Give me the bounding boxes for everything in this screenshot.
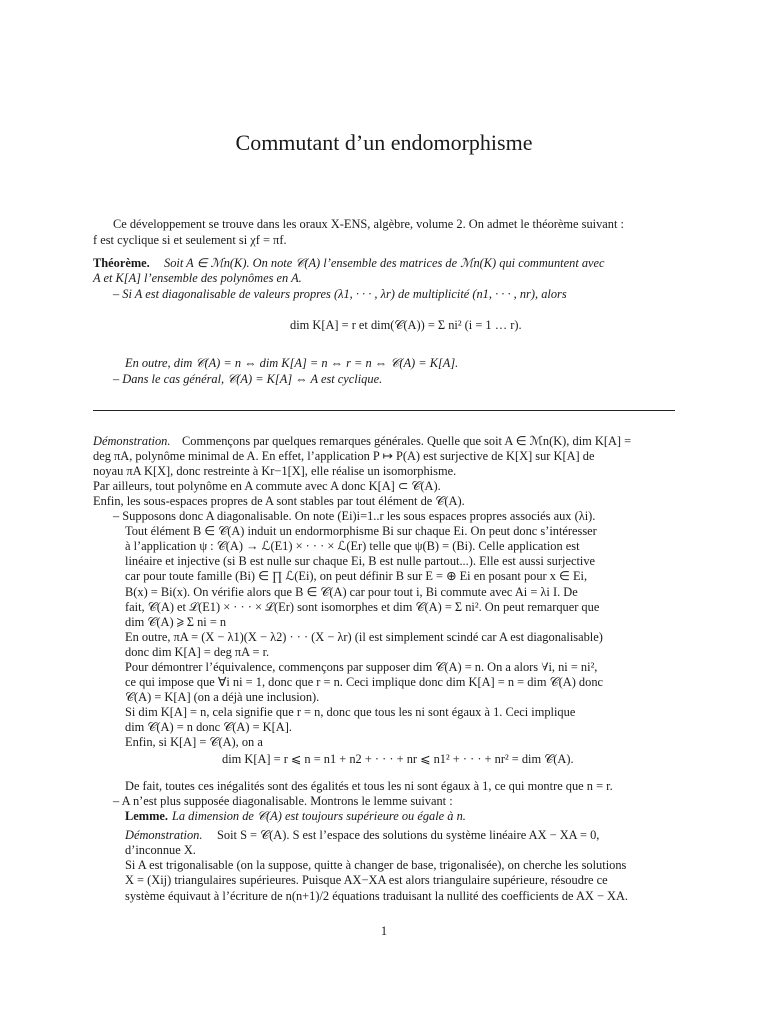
proof-line: Pour démontrer l’équivalence, commençons par supposer dim 𝒞(A) = n. On a alors ∀i, ni = ni², [125, 660, 598, 674]
proof-line: Tout élément B ∈ 𝒞(A) induit un endormorphisme Bi sur chaque Ei. On peut donc s’intéresser [125, 524, 597, 538]
proof-line: Si dim K[A] = n, cela signifie que r = n, donc que tous les ni sont égaux à 1. Ceci implique [125, 705, 576, 719]
proof-line: Enfin, les sous-espaces propres de A sont stables par tout élément de 𝒞(A). [93, 494, 465, 508]
page-number: 1 [380, 924, 388, 938]
sub-proof-line: Soit S = 𝒞(A). S est l’espace des solutions du système linéaire AX − XA = 0, [217, 828, 600, 842]
proof-line: car pour toute famille (Bi) ∈ ∏ ℒ(Ei), on peut définir B sur E = ⊕ Ei en posant pour x ∈ Ei, [125, 569, 588, 583]
proof-line: De fait, toutes ces inégalités sont des égalités et tous les ni sont égaux à 1, ce qui montre que n = r. [125, 779, 613, 793]
proof-line: ce qui impose que ∀i ni = 1, donc que r = n. Ceci implique donc dim K[A] = n = dim 𝒞(A) donc [125, 675, 604, 689]
proof-line: fait, 𝒞(A) et ℒ(E1) × · · · × ℒ(Er) sont isomorphes et dim 𝒞(A) = Σ ni². On peut remarquer que [125, 600, 600, 614]
document-title: Commutant d’un endomorphisme [235, 130, 533, 155]
proof-line: noyau πA K[X], donc restreinte à Kr−1[X], elle réalise un isomorphisme. [93, 464, 457, 478]
proof-line: donc dim K[A] = deg πA = r. [125, 645, 270, 659]
theorem-line: – Dans le cas général, 𝒞(A) = K[A] ⇔ A est cyclique. [113, 372, 383, 386]
lemma-text: La dimension de 𝒞(A) est toujours supérieure ou égale à n. [172, 809, 466, 823]
proof-line: En outre, πA = (X − λ1)(X − λ2) · · · (X − λr) (il est simplement scindé car A est diagonalisable) [125, 630, 603, 644]
proof-formula: dim K[A] = r ⩽ n = n1 + n2 + · · · + nr ⩽ n1² + · · · + nr² = dim 𝒞(A). [222, 752, 574, 766]
theorem-line: A et K[A] l’ensemble des polynômes en A. [93, 271, 302, 285]
proof-line: dim 𝒞(A) = n donc 𝒞(A) = K[A]. [125, 720, 292, 734]
intro-line: Ce développement se trouve dans les oraux X-ENS, algèbre, volume 2. On admet le théorème suivant : [113, 217, 624, 231]
proof-line: – Supposons donc A diagonalisable. On note (Ei)i=1..r les sous espaces propres associés aux (λi). [113, 509, 596, 523]
sub-proof-label: Démonstration. [125, 828, 203, 842]
proof-line: 𝒞(A) = K[A] (on a déjà une inclusion). [125, 690, 320, 704]
proof-line: linéaire et injective (si B est nulle sur chaque Ei, B est nulle partout...). Elle est aussi surjective [125, 554, 596, 568]
sub-proof-line: système équivaut à l’écriture de n(n+1)/2 équations traduisant la nullité des coefficients de AX − XA. [125, 889, 629, 903]
proof-line: Commençons par quelques remarques générales. Quelle que soit A ∈ ℳn(K), dim K[A] = [182, 434, 632, 448]
proof-line: à l’application ψ : 𝒞(A) → ℒ(E1) × · · · × ℒ(Er) telle que ψ(B) = (Bi). Celle application est [125, 539, 580, 553]
intro-line: f est cyclique si et seulement si χf = πf. [93, 233, 287, 247]
proof-line: Par ailleurs, tout polynôme en A commute avec A donc K[A] ⊂ 𝒞(A). [93, 479, 441, 493]
theorem-line: Soit A ∈ ℳn(K). On note 𝒞(A) l’ensemble des matrices de ℳn(K) qui communtent avec [164, 256, 605, 270]
theorem-label: Théorème. [93, 256, 150, 270]
sub-proof-line: d’inconnue X. [125, 843, 196, 857]
theorem-line: – Si A est diagonalisable de valeurs propres (λ1, · · · , λr) de multiplicité (n1, · · · , nr), alors [113, 287, 567, 301]
sub-proof-line: X = (Xij) triangulaires supérieures. Puisque AX−XA est alors triangulaire supérieure, résoudre ce [125, 873, 608, 887]
proof-line: Enfin, si K[A] = 𝒞(A), on a [125, 735, 263, 749]
theorem-formula: dim K[A] = r et dim(𝒞(A)) = Σ ni² (i = 1 … r). [290, 318, 522, 332]
proof-label: Démonstration. [93, 434, 171, 448]
lemma-label: Lemme. [125, 809, 169, 823]
proof-line: B(x) = Bi(x). On vérifie alors que B ∈ 𝒞(A) car pour tout i, Bi commute avec Ai = λi I. De [125, 585, 578, 599]
section-divider [93, 410, 675, 411]
sub-proof-line: Si A est trigonalisable (on la suppose, quitte à changer de base, trigonalisée), on cherche les solutions [125, 858, 627, 872]
theorem-line: En outre, dim 𝒞(A) = n ⇔ dim K[A] = n ⇔ r = n ⇔ 𝒞(A) = K[A]. [125, 356, 459, 370]
proof-line: – A n’est plus supposée diagonalisable. Montrons le lemme suivant : [113, 794, 453, 808]
proof-line: dim 𝒞(A) ⩾ Σ ni = n [125, 615, 227, 629]
proof-line: deg πA, polynôme minimal de A. En effet, l’application P ↦ P(A) est surjective de K[X] sur K[A] de [93, 449, 595, 463]
